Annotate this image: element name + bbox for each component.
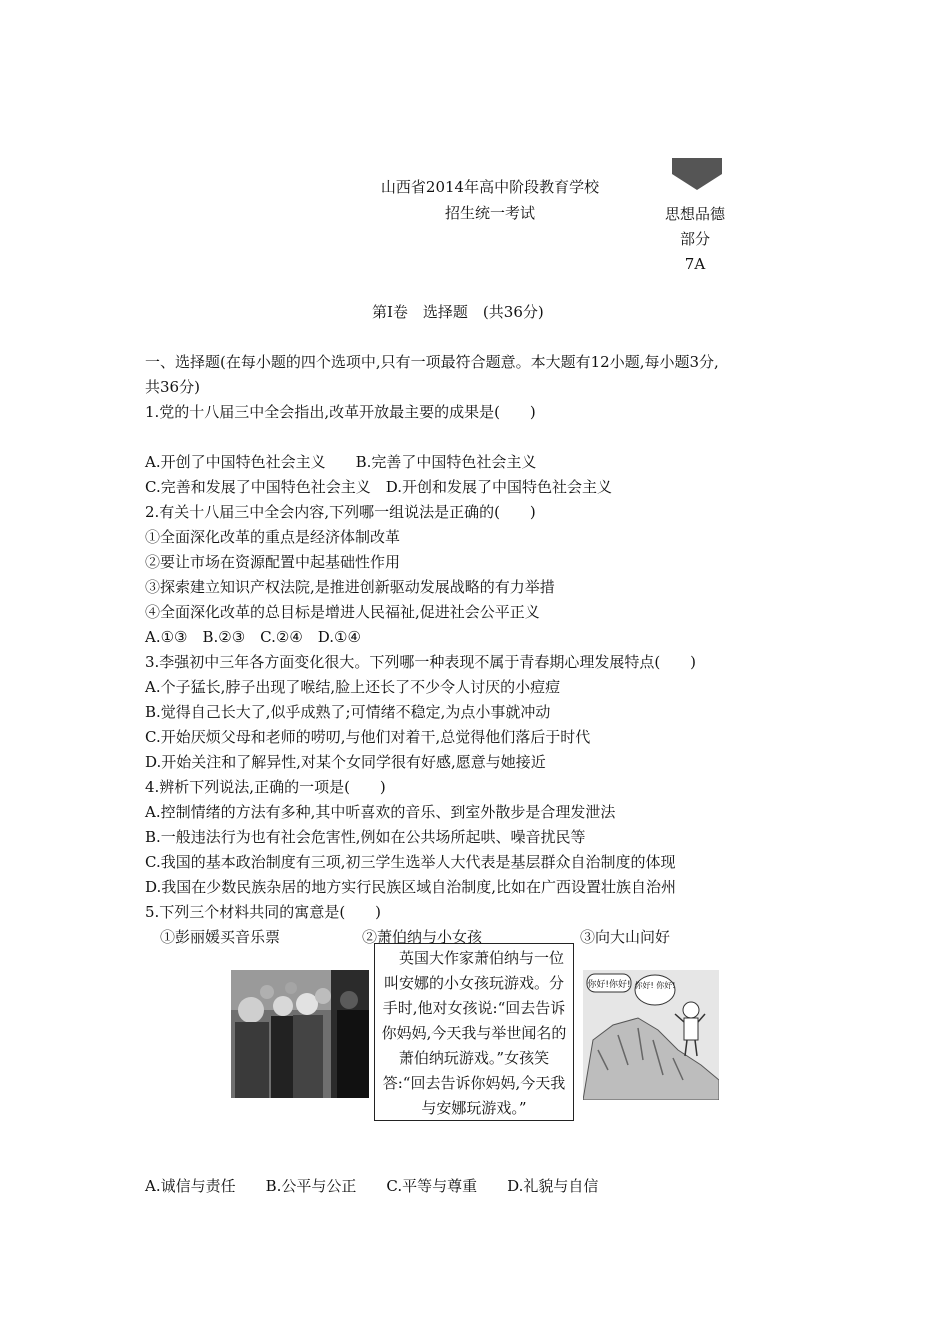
instructions-line1: 一、选择题(在每小题的四个选项中,只有一项最符合题意。本大题有12小题,每小题3分, xyxy=(145,353,719,371)
subject-label: 思想品德 xyxy=(664,205,725,223)
cartoon-speech-2: 你好! 你好! xyxy=(634,981,676,990)
q4-option-d: D.我国在少数民族杂居的地方实行民族区域自治制度,比如在广西设置壮族自治州 xyxy=(145,878,677,896)
q2-statement-1: ①全面深化改革的重点是经济体制改革 xyxy=(145,528,401,546)
q1-options-row1: A.开创了中国特色社会主义 B.完善了中国特色社会主义 xyxy=(145,453,537,471)
q2-statement-2: ②要让市场在资源配置中起基础性作用 xyxy=(145,553,401,571)
q2-statement-3: ③探索建立知识产权法院,是推进创新驱动发展战略的有力举措 xyxy=(145,578,555,596)
q5-options: A.诚信与责任 B.公平与公正 C.平等与尊重 D.礼貌与自信 xyxy=(145,1177,599,1195)
q4-option-c: C.我国的基本政治制度有三项,初三学生选举人大代表是基层群众自治制度的体现 xyxy=(145,853,676,871)
exam-title-line2: 招生统一考试 xyxy=(444,204,535,222)
q3-option-d: D.开始关注和了解异性,对某个女同学很有好感,愿意与她接近 xyxy=(145,753,546,771)
cartoon-speech-1: 你好!你好! xyxy=(587,980,631,990)
mountain-cartoon xyxy=(583,970,719,1100)
q4-option-b: B.一般违法行为也有社会危害性,例如在公共场所起哄、噪音扰民等 xyxy=(145,828,586,846)
bookmark-marker-icon xyxy=(672,158,722,190)
instructions-line2: 共36分) xyxy=(145,378,200,396)
subject-code: 7A xyxy=(684,255,706,273)
subject-part: 部分 xyxy=(679,230,710,248)
q2-statement-4: ④全面深化改革的总目标是增进人民福祉,促进社会公平正义 xyxy=(145,603,540,621)
q1-stem: 1.党的十八届三中全会指出,改革开放最主要的成果是( ) xyxy=(145,403,536,421)
story-box: 英国大作家萧伯纳与一位叫安娜的小女孩玩游戏。分手时,他对女孩说:“回去告诉你妈妈,今天我与举世闻名的萧伯纳玩游戏。”女孩笑答:“回去告诉你妈妈,今天我与安娜玩游戏。” xyxy=(374,943,574,1121)
q4-stem: 4.辨析下列说法,正确的一项是( ) xyxy=(145,778,386,796)
q3-stem: 3.李强初中三年各方面变化很大。下列哪一种表现不属于青春期心理发展特点( ) xyxy=(145,653,697,671)
q5-material-1-label: ①彭丽媛买音乐票 xyxy=(160,928,281,946)
q2-options: A.①③ B.②③ C.②④ D.①④ xyxy=(145,628,361,646)
section-title: 第Ⅰ卷 选择题 (共36分) xyxy=(372,303,544,321)
q5-stem: 5.下列三个材料共同的寓意是( ) xyxy=(145,903,382,921)
q5-material-3-label: ③向大山问好 xyxy=(580,928,671,946)
q3-option-a: A.个子猛长,脖子出现了喉结,脸上还长了不少令人讨厌的小痘痘 xyxy=(145,678,561,696)
exam-title-line1: 山西省2014年高中阶段教育学校 xyxy=(380,178,600,196)
q4-option-a: A.控制情绪的方法有多种,其中听喜欢的音乐、到室外散步是合理发泄法 xyxy=(145,803,616,821)
q1-options-row2: C.完善和发展了中国特色社会主义 D.开创和发展了中国特色社会主义 xyxy=(145,478,612,496)
q5-material-2-label: ②萧伯纳与小女孩 xyxy=(362,928,483,946)
q2-stem: 2.有关十八届三中全会内容,下列哪一组说法是正确的( ) xyxy=(145,503,536,521)
q3-option-c: C.开始厌烦父母和老师的唠叨,与他们对着干,总觉得他们落后于时代 xyxy=(145,728,591,746)
q3-option-b: B.觉得自己长大了,似乎成熟了;可情绪不稳定,为点小事就冲动 xyxy=(145,703,551,721)
crowd-photo xyxy=(231,970,369,1098)
